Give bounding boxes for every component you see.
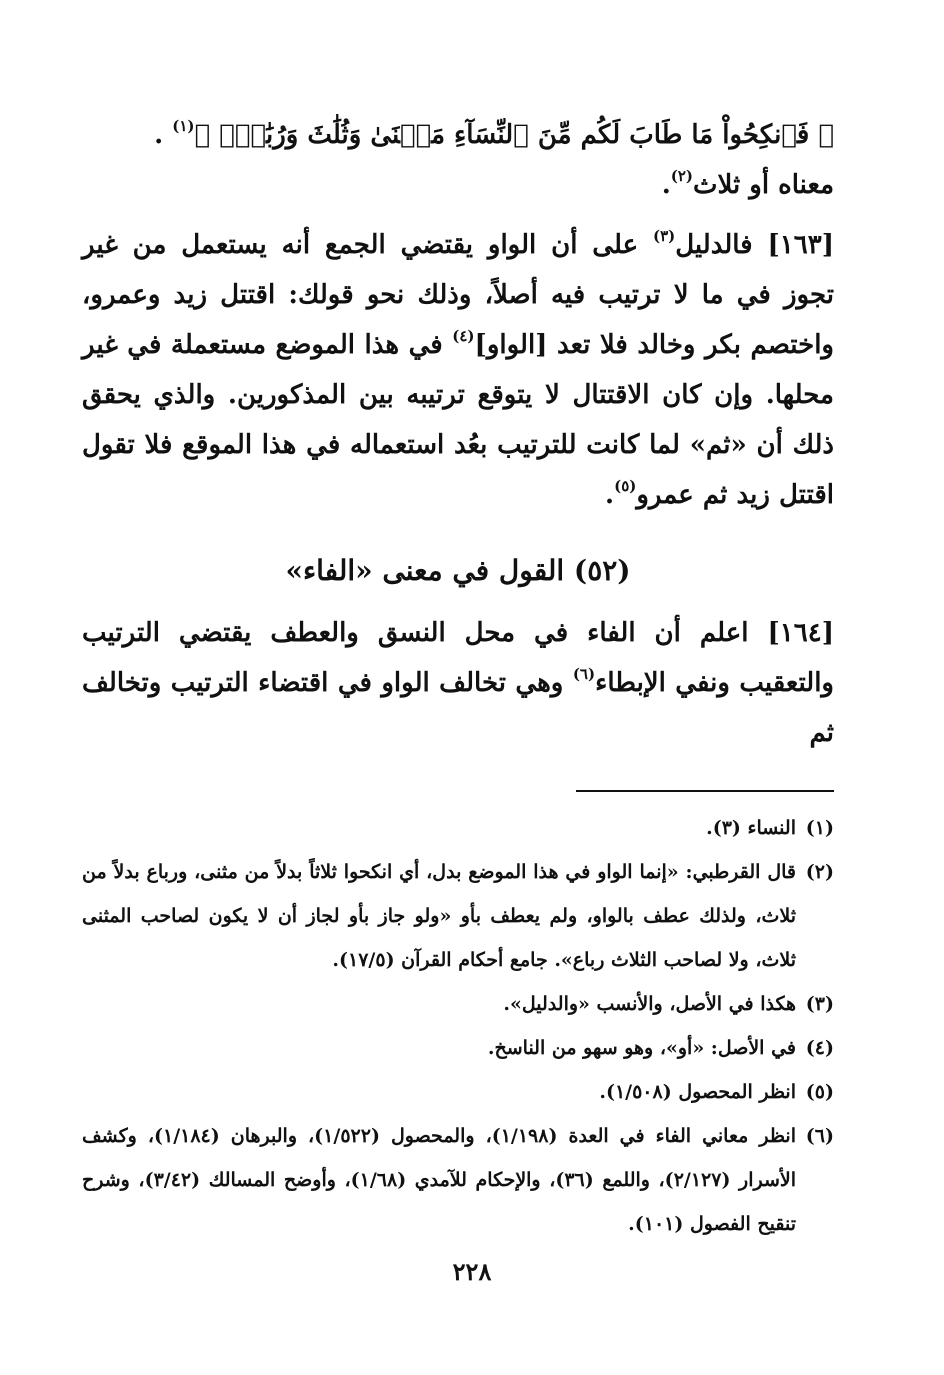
footnote-ref-4: (٤) (452, 327, 475, 346)
footnote-divider (576, 790, 834, 792)
footnote (82, 806, 834, 850)
footnote (82, 1070, 834, 1114)
para163-c: في هذا الموضع مستعملة في غير محلها. وإن كان الاقتتال لا يتوقع ترتيبه بين المذكورين. والذي يحقق ذلك أن «ثم» لما كانت للترتيب بعُد استعماله في هذا الموقع فلا تقول اقتتل زيد ثم عمرو (82, 330, 834, 510)
footnote-ref-6: (٦) (572, 665, 596, 684)
para164-b: وهي تخالف الواو في اقتضاء الترتيب وتخالف ثم (82, 668, 834, 748)
para163-a: [١٦٣] فالدليل (675, 230, 834, 260)
quran-verse (82, 110, 834, 160)
meaning-line (82, 160, 834, 210)
paragraph-164 (82, 608, 834, 758)
footnote-number: (١) (805, 817, 834, 839)
footnote-text: انظر المحصول (١/٥٠٨). (599, 1081, 796, 1103)
section-heading: (٥٢) القول في معنى «الفاء» (285, 554, 631, 587)
footnote-text: قال القرطبي: «إنما الواو في هذا الموضع بدل، أي انكحوا ثلاثاً بدلاً من مثنى، ورباع بدلاً من ثلاث، ولذلك عطف بالواو، ولم يعطف بأو «ولو جاز بأو لجاز أن لا يكون لصاحب المثنى ثلاث، ولا لصاحب الثلاث رباع». جامع أحكام القرآن (١٧/٥). (82, 861, 796, 971)
footnote-text: في الأصل: «أو»، وهو سهو من الناسخ. (487, 1037, 796, 1059)
footnote-number: (٤) (805, 1037, 834, 1059)
footnotes (82, 806, 834, 1246)
meaning-end: . (661, 170, 671, 200)
footnote-text: النساء (٣). (706, 817, 796, 839)
meaning-text: معناه أو ثلاث (693, 170, 834, 200)
footnote-ref-5: (٥) (614, 477, 637, 496)
footnote (82, 850, 834, 982)
paragraph-163 (82, 220, 834, 520)
footnote (82, 982, 834, 1026)
footnote-text: هكذا في الأصل، والأنسب «والدليل». (503, 993, 796, 1015)
para164-a: [١٦٤] اعلم أن الفاء في محل النسق والعطف يقتضي الترتيب والتعقيب ونفي الإبطاء (82, 618, 834, 698)
footnote-ref-2: (٢) (670, 167, 694, 186)
footnote-number: (٦) (805, 1125, 834, 1147)
footnote-number: (٣) (805, 993, 834, 1015)
footnote-text: انظر معاني الفاء في العدة (١/١٩٨)، والمحصول (١/٥٢٢)، والبرهان (١/١٨٤)، وكشف الأسرار (٢/١٢٧)، واللمع (٣٦)، والإحكام للآمدي (١/٦٨)، وأوضح المسالك (٣/٤٢)، وشرح تنقيح الفصول (١٠١). (82, 1125, 797, 1235)
para163-d: . (605, 480, 615, 510)
footnote-number: (٢) (805, 861, 834, 883)
para163-b: على أن الواو يقتضي الجمع أنه يستعمل من غير تجوز في ما لا ترتيب فيه أصلاً، وذلك نحو قولك: اقتتل زيد وعمرو، واختصم بكر وخالد فلا تعد [الواو] (82, 230, 834, 360)
verse-end: . (154, 120, 173, 150)
footnote (82, 1026, 834, 1070)
page-number: ٢٢٨ (452, 1257, 492, 1286)
footnote-ref-1: (١) (172, 117, 195, 136)
footnote-ref-3: (٣) (652, 227, 676, 246)
footnote-number: (٥) (805, 1081, 834, 1103)
footnote (82, 1114, 834, 1246)
verse-text: ﴿ فَٱنكِحُواْ مَا طَابَ لَكُم مِّنَ ٱلنِّسَآءِ مَثۡنَىٰ وَثُلَٰثَ وَرُبَٰعَۖ ﴾ (194, 120, 834, 150)
